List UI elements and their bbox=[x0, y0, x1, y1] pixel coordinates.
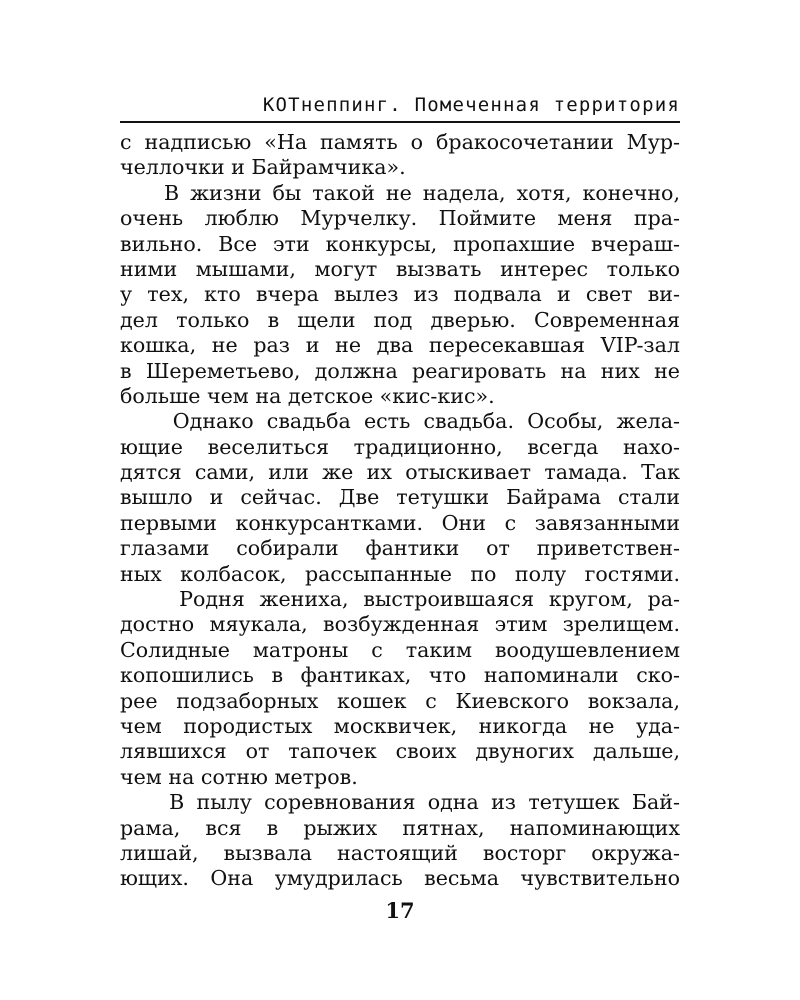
text-line: очень люблю Мурчелку. Поймите меня пра- bbox=[120, 206, 680, 231]
text-line: чем породистых москвичек, никогда не уда- bbox=[120, 713, 680, 738]
text-line: В жизни бы такой не надела, хотя, конечно, bbox=[120, 180, 680, 205]
text-line: рама, вся в рыжих пятнах, напоминающих bbox=[120, 815, 680, 840]
text-line: В пылу соревнования одна из тетушек Бай- bbox=[120, 790, 680, 815]
text-line: дел только в щели под дверью. Современная bbox=[120, 307, 680, 332]
running-header: КОТнеппинг. Помеченная территория bbox=[262, 94, 680, 116]
page-number: 17 bbox=[385, 898, 415, 923]
text-line: копошились в фантиках, что напоминали ско- bbox=[120, 663, 680, 688]
text-line: ющие веселиться традиционно, всегда нахо- bbox=[120, 434, 680, 459]
text-line: в Шереметьево, должна реагировать на них не bbox=[120, 358, 680, 383]
text-line: ных колбасок, рассыпанные по полу гостями. bbox=[120, 561, 680, 586]
text-line: с надписью «На память о бракосочетании Мур- bbox=[120, 130, 680, 154]
text-line: больше чем на детское «кис-кис». bbox=[120, 383, 495, 408]
text-line: дятся сами, или же их отыскивает тамада. Так bbox=[120, 460, 680, 485]
text-line: вышло и сейчас. Две тетушки Байрама стали bbox=[120, 485, 680, 510]
text-line: первыми конкурсантками. Они с завязанными bbox=[120, 510, 680, 535]
text-line: у тех, кто вчера вылез из подвала и свет ви- bbox=[120, 282, 680, 307]
text-line: Солидные матроны с таким воодушевлением bbox=[120, 637, 680, 662]
text-line: чем на сотню метров. bbox=[120, 764, 358, 789]
text-line: ющих. Она умудрилась весьма чувствительно bbox=[120, 866, 680, 891]
text-line: челлочки и Байрамчика». bbox=[120, 155, 406, 180]
text-line: Родня жениха, выстроившаяся кругом, ра- bbox=[120, 587, 680, 612]
text-line: лишай, вызвала настоящий восторг окружа- bbox=[120, 840, 680, 865]
text-line: ними мышами, могут вызвать интерес только bbox=[120, 256, 680, 281]
text-line: вильно. Все эти конкурсы, пропахшие вчераш- bbox=[120, 231, 680, 256]
text-line: лявшихся от тапочек своих двуногих дальше, bbox=[120, 739, 680, 764]
text-line: Однако свадьба есть свадьба. Особы, жела- bbox=[120, 409, 680, 434]
text-line: кошка, не раз и не два пересекавшая VIP-зал bbox=[120, 333, 680, 358]
text-line: достно мяукала, возбужденная этим зрелищем. bbox=[120, 612, 680, 637]
body-text bbox=[120, 130, 680, 892]
text-line: глазами собирали фантики от приветствен- bbox=[120, 536, 680, 561]
text-line: рее подзаборных кошек с Киевского вокзала, bbox=[120, 688, 680, 713]
header-rule bbox=[120, 121, 680, 123]
